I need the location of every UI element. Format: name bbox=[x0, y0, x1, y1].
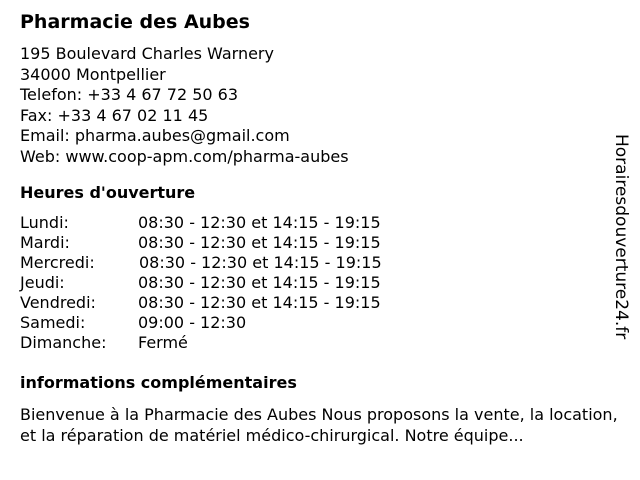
time-range: 08:30 - 12:30 et 14:15 - 19:15 bbox=[139, 253, 382, 272]
phone-number: Telefon: +33 4 67 72 50 63 bbox=[20, 85, 239, 104]
additional-info-heading: informations complémentaires bbox=[20, 373, 297, 392]
day-label: Mercredi: bbox=[20, 253, 95, 272]
opening-hours-heading: Heures d'ouverture bbox=[20, 183, 196, 202]
address-city: 34000 Montpellier bbox=[20, 64, 166, 84]
address-street: 195 Boulevard Charles Warnery bbox=[20, 44, 274, 63]
day-label: Jeudi: bbox=[20, 273, 65, 292]
day-label: Mardi: bbox=[20, 233, 70, 252]
time-range: 08:30 - 12:30 et 14:15 - 19:15 bbox=[138, 233, 381, 252]
pharmacy-name: Pharmacie des Aubes bbox=[20, 11, 250, 33]
day-label: Vendredi: bbox=[20, 293, 96, 312]
time-range: 08:30 - 12:30 et 14:15 - 19:15 bbox=[138, 273, 381, 292]
day-label: Lundi: bbox=[20, 213, 69, 232]
contact-block bbox=[20, 44, 349, 167]
website-url: Web: www.coop-apm.com/pharma-aubes bbox=[20, 146, 349, 166]
site-watermark: Horairesdouverture24.fr bbox=[611, 134, 631, 340]
time-range: 08:30 - 12:30 et 14:15 - 19:15 bbox=[138, 293, 381, 312]
time-range: Fermé bbox=[138, 333, 188, 352]
time-range: 09:00 - 12:30 bbox=[138, 313, 247, 332]
email-address: Email: pharma.aubes@gmail.com bbox=[20, 126, 290, 145]
day-label: Samedi: bbox=[20, 313, 86, 332]
additional-info-text: Bienvenue à la Pharmacie des Aubes Nous proposons la vente, la location, et la réparation de matériel médico-chirurgical. Notre équipe... bbox=[20, 405, 618, 445]
time-range: 08:30 - 12:30 et 14:15 - 19:15 bbox=[138, 213, 381, 232]
day-label: Dimanche: bbox=[20, 333, 107, 352]
fax-number: Fax: +33 4 67 02 11 45 bbox=[20, 105, 209, 125]
